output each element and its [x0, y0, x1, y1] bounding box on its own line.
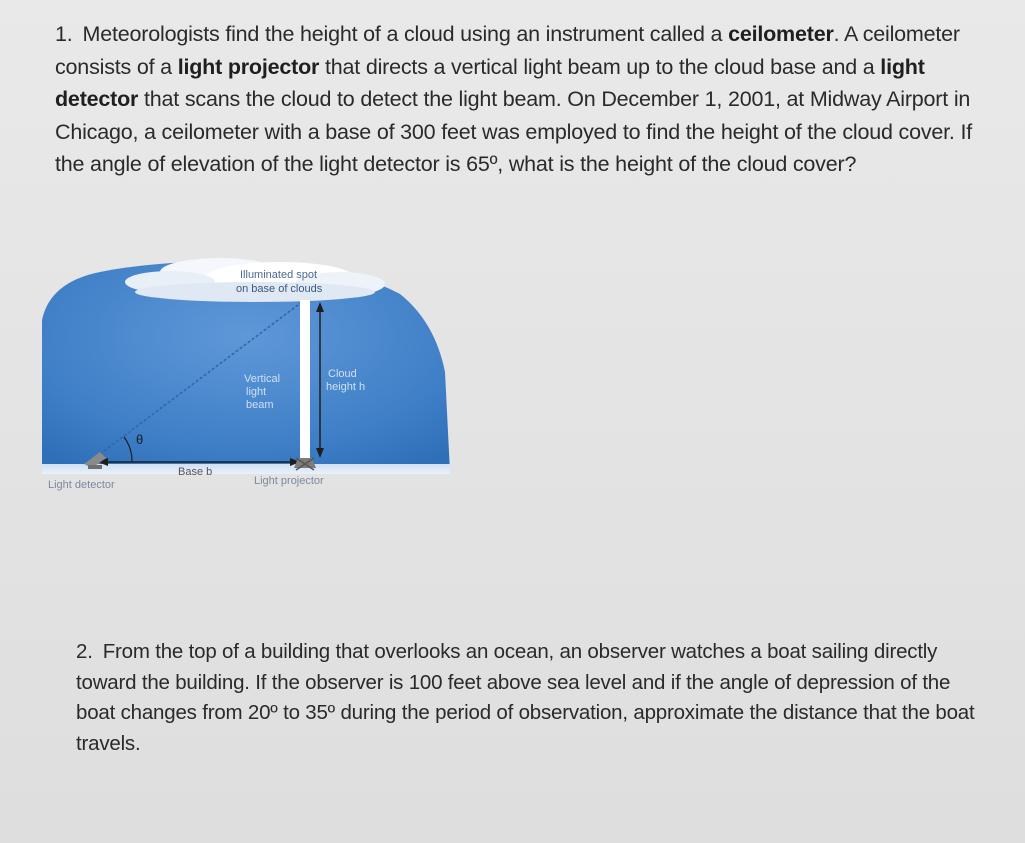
problem-1 — [55, 18, 1005, 181]
term-light-detector: light detector — [55, 54, 925, 111]
problem-1-text-part-4: that scans the cloud to detect the light beam. On December 1, 2001, at Midway Airport in Chicago, a ceilometer with a base of 300 feet was employed to find the height of the cloud cover. If the angle of elevation of the light detector is 65º, what is the height of the cloud cover? — [55, 87, 973, 176]
cloud-height-label-line2: height h — [326, 381, 366, 393]
ceilometer-diagram — [40, 232, 460, 502]
vertical-beam-label-line3: beam — [246, 399, 274, 411]
problem-1-text-part-3: that directs a vertical light beam up to the cloud base and a — [319, 54, 881, 79]
problem-2 — [76, 637, 986, 759]
illuminated-spot-label-line1: Illuminated spot — [240, 269, 318, 281]
base-b-label: Base b — [178, 466, 213, 478]
problem-1-text-part-1: Meteorologists find the height of a cloud using an instrument called a — [82, 22, 729, 46]
problem-2-text: From the top of a building that overlooks an ocean, an observer watches a boat sailing directly toward the building. If the observer is 100 feet above sea level and if the angle of depression of the boat changes from 20º to 35º during the period of observation, approximate the distance that the boat travels. — [76, 640, 975, 755]
problem-2-number: 2. — [76, 640, 93, 663]
angle-theta-label: θ — [136, 432, 144, 447]
ground-strip — [42, 464, 450, 474]
problem-1-number: 1. — [55, 22, 73, 46]
term-light-projector: light projector — [177, 54, 320, 79]
problem-1-text-part-2: . A ceilometer consists of a — [55, 22, 960, 79]
light-detector-label: Light detector — [48, 479, 115, 491]
illuminated-spot-label-line2: on base of clouds — [236, 283, 323, 295]
vertical-light-beam — [300, 300, 310, 460]
light-projector-label: Light projector — [254, 475, 324, 487]
vertical-beam-label-line1: Vertical — [244, 373, 281, 385]
vertical-beam-label-line2: light — [246, 386, 267, 398]
cloud-height-label-line1: Cloud — [328, 368, 357, 380]
term-ceilometer: ceilometer — [728, 22, 834, 46]
